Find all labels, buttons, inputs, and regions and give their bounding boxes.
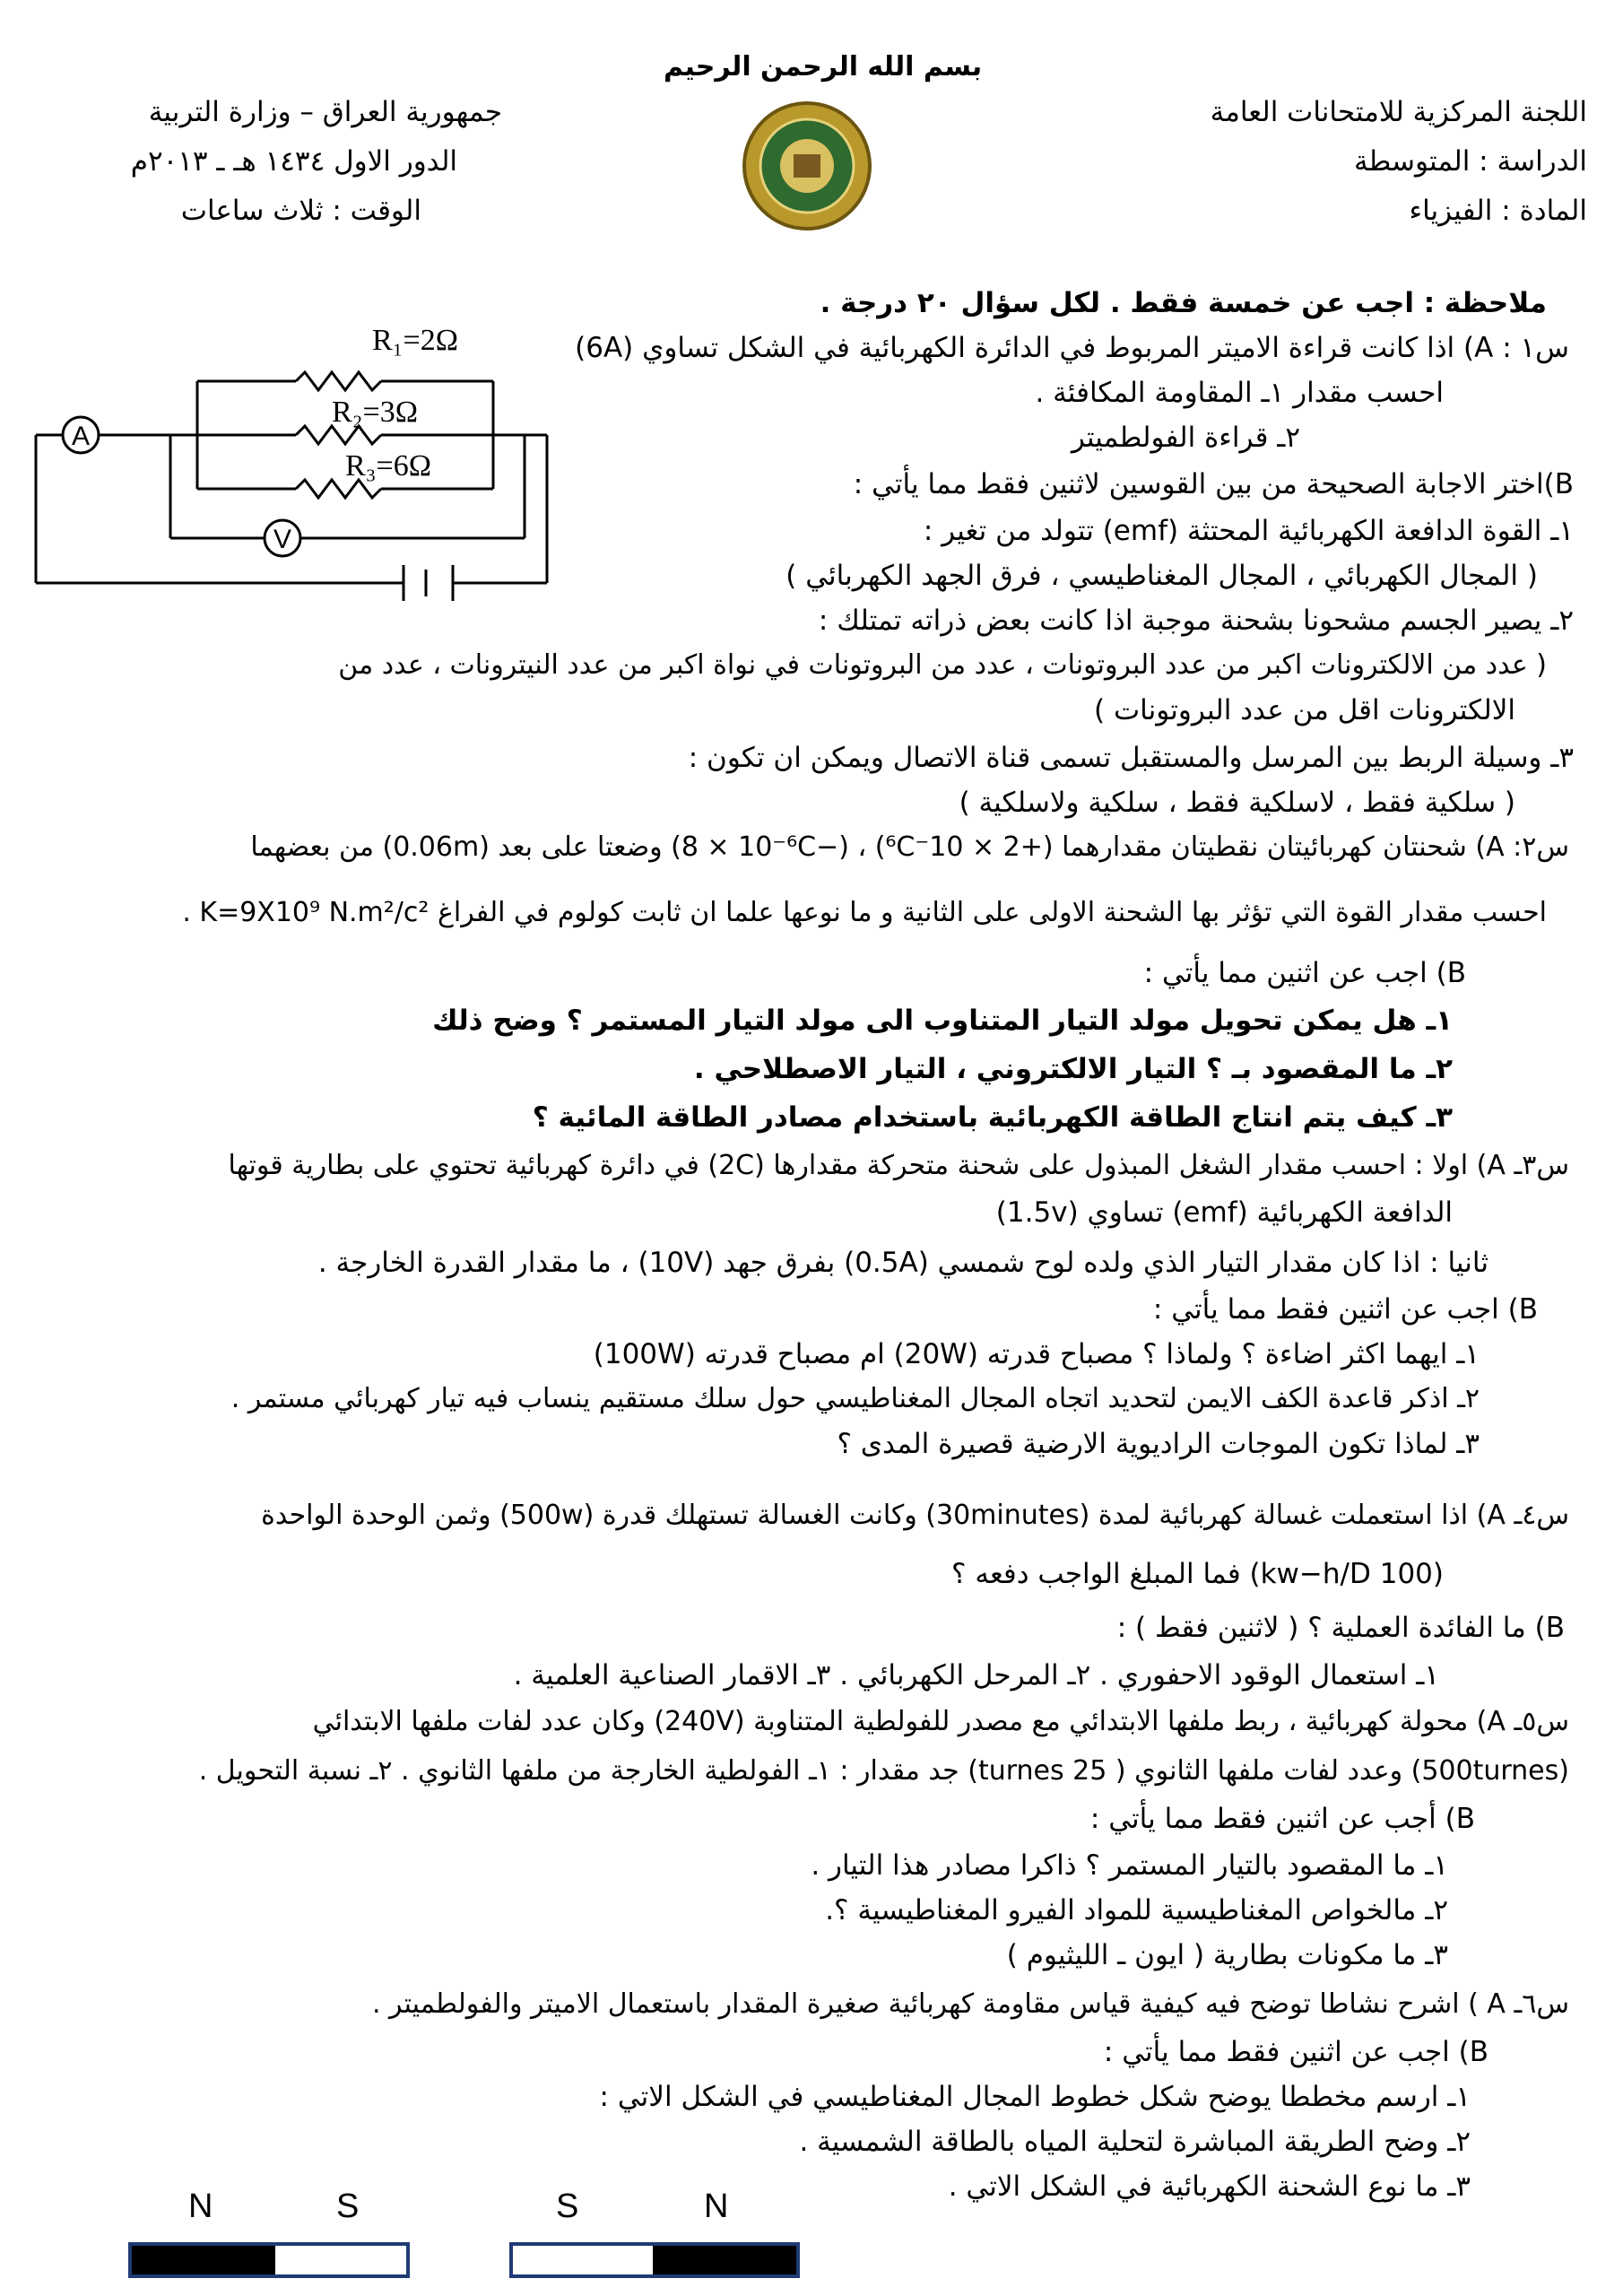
q6-b2: ٢ـ وضح الطريقة المباشرة لتحلية المياه بالطاقة الشمسية . (799, 2126, 1471, 2158)
q6-b-intro: B) اجب عن اثنين فقط مما يأتي : (1103, 2036, 1488, 2068)
q4-a-line2: (100 kw−h/D) فما المبلغ الواجب دفعه ؟ (951, 1558, 1444, 1590)
q1-b2-options-line2: الالكترونات اقل من عدد البروتونات ) (1094, 694, 1515, 726)
q1-b-intro: B)اختر الاجابة الصحيحة من بين القوسين لاثنين فقط مما يأتي : (853, 468, 1574, 500)
exam-note: ملاحظة : اجب عن خمسة فقط . لكل سؤال ٢٠ درجة . (820, 287, 1547, 319)
q4-a-line1: س٤ـ A) اذا استعملت غسالة كهربائية لمدة (30minutes) وكانت الغسالة تستهلك قدرة (500w) وثمن الوحدة الواحدة (261, 1500, 1569, 1531)
q2-a-line1: س٢: A) شحنتان كهربائيتان نقطيتان مقدارهما (+2 × 10⁻⁶C) ، (−8 × 10⁻⁶C) وضعتا على بعد (0.06m) من بعضهما (250, 831, 1569, 863)
magnet2-left-pole: S (556, 2188, 579, 2225)
q5-b-intro: B) أجب عن اثنين فقط مما يأتي : (1089, 1803, 1475, 1835)
q5-a-line1: س٥ـ A) محولة كهربائية ، ربط ملفها الابتدائي مع مصدر للفولطية المتناوبة (240V) وكان عدد لفات ملفها الابتدائي (312, 1706, 1569, 1737)
q6-a-line1: س٦ـ A ) اشرح نشاطا توضح فيه كيفية قياس مقاومة كهربائية صغيرة المقدار باستعمال الاميتر والفولطميتر . (371, 1988, 1569, 2020)
header-committee: اللجنة المركزية للامتحانات العامة (1210, 96, 1587, 128)
header-session: الدور الاول ١٤٣٤ هـ ـ ٢٠١٣م (130, 145, 457, 178)
header-study: الدراسة : المتوسطة (1353, 145, 1587, 178)
q4-b-intro: B) ما الفائدة العملية ؟ ( لاثنين فقط ) : (1116, 1612, 1565, 1644)
q1-a-line1: س١ : A) اذا كانت قراءة الاميتر المربوط في الدائرة الكهربائية في الشكل تساوي (6A) (575, 332, 1569, 364)
magnet1-right-pole: S (336, 2188, 360, 2225)
q2-b-intro: B) اجب عن اثنين مما يأتي : (1143, 957, 1466, 989)
q3-a-line3: ثانيا : اذا كان مقدار التيار الذي ولده لوح شمسي (0.5A) بفرق جهد (10V) ، ما مقدار القدرة الخارجة . (317, 1247, 1488, 1279)
magnet-1 (130, 2244, 408, 2276)
ministry-seal-logo (740, 99, 874, 233)
q1-a-line2: احسب مقدار ١ـ المقاومة المكافئة . (1035, 377, 1444, 409)
q2-b1: ١ـ هل يمكن تحويل مولد التيار المتناوب الى مولد التيار المستمر ؟ وضح ذلك (432, 1004, 1453, 1037)
header-ministry: جمهورية العراق – وزارة التربية (148, 96, 502, 128)
magnet1-left-pole: N (188, 2188, 213, 2225)
magnet-2 (511, 2244, 798, 2276)
q2-b3: ٣ـ كيف يتم انتاج الطاقة الكهربائية باستخدام مصادر الطاقة المائية ؟ (532, 1101, 1453, 1134)
q1-b2-options-line1: ( عدد من الالكترونات اكبر من عدد البروتونات ، عدد من البروتونات في نواة اكبر من عدد النيترونات ، عدد من (338, 649, 1547, 681)
q2-b2: ٢ـ ما المقصود بـ ؟ التيار الالكتروني ، التيار الاصطلاحي . (693, 1053, 1453, 1085)
q1-b3-options: ( سلكية فقط ، لاسلكية فقط ، سلكية ولاسلكية ) (959, 787, 1515, 819)
q1-b1: ١ـ القوة الدافعة الكهربائية المحتثة (emf) تتولد من تغير : (923, 515, 1574, 547)
r3-label: R₃=6Ω (345, 449, 431, 483)
r2-label: R₂=3Ω (332, 396, 418, 429)
q5-a-line2: (500turnes) وعدد لفات ملفها الثانوي ( 25 turnes) جد مقدار : ١ـ الفولطية الخارجة من ملفها الثانوي . ٢ـ نسبة التحويل . (198, 1755, 1569, 1787)
header-subject: المادة : الفيزياء (1409, 195, 1587, 227)
bar-magnets-figure (117, 2188, 834, 2278)
q5-b2: ٢ـ مالخواص المغناطيسية للمواد الفيرو المغناطيسية ؟. (825, 1894, 1448, 1926)
q1-b1-options: ( المجال الكهربائي ، المجال المغناطيسي ، فرق الجهد الكهربائي ) (785, 560, 1538, 592)
q2-a-line2: احسب مقدار القوة التي تؤثر بها الشحنة الاولى على الثانية و ما نوعها علما ان ثابت كولوم في الفراغ K=9X10⁹ N.m²/c² . (182, 897, 1547, 928)
q6-b3: ٣ـ ما نوع الشحنة الكهربائية في الشكل الاتي . (948, 2170, 1471, 2203)
q1-b2: ٢ـ يصير الجسم مشحونا بشحنة موجبة اذا كانت بعض ذراته تمتلك : (818, 604, 1574, 637)
q1-b3: ٣ـ وسيلة الربط بين المرسل والمستقبل تسمى قناة الاتصال ويمكن ان تكون : (688, 742, 1574, 774)
q4-b-options: ١ـ استعمال الوقود الاحفوري . ٢ـ المرحل الكهربائي . ٣ـ الاقمار الصناعية العلمية . (513, 1659, 1439, 1692)
ammeter-label: A (71, 422, 91, 451)
q3-b2: ٢ـ اذكر قاعدة الكف الايمن لتحديد اتجاه المجال المغناطيسي حول سلك مستقيم ينساب فيه تيار كهربائي مستمر . (230, 1383, 1480, 1414)
q6-b1: ١ـ ارسم مخططا يوضح شكل خطوط المجال المغناطيسي في الشكل الاتي : (599, 2081, 1471, 2113)
basmala: بسم الله الرحمن الرحيم (664, 51, 983, 83)
r1-label: R₁=2Ω (372, 324, 458, 357)
q3-a-line2: الدافعة الكهربائية (emf) تساوي (1.5v) (995, 1196, 1453, 1229)
q3-b3: ٣ـ لماذا تكون الموجات الراديوية الارضية قصيرة المدى ؟ (837, 1428, 1480, 1460)
q3-b1: ١ـ ايهما اكثر اضاءة ؟ ولماذا ؟ مصباح قدرته (20W) ام مصباح قدرته (100W) (593, 1338, 1480, 1370)
magnet2-right-pole: N (704, 2188, 729, 2225)
q3-a-line1: س٣ـ A) اولا : احسب مقدار الشغل المبذول على شحنة متحركة مقدارها (2C) في دائرة كهربائية تحتوي على بطارية قوتها (228, 1150, 1569, 1181)
q1-a-line3: ٢ـ قراءة الفولطميتر (1071, 422, 1300, 454)
q5-b3: ٣ـ ما مكونات بطارية ( ايون ـ الليثيوم ) (1006, 1939, 1448, 1971)
circuit-diagram (27, 323, 565, 628)
q3-b-intro: B) اجب عن اثنين فقط مما يأتي : (1152, 1293, 1538, 1326)
header-time: الوقت : ثلاث ساعات (180, 195, 421, 227)
voltmeter-label: V (273, 525, 292, 554)
q5-b1: ١ـ ما المقصود بالتيار المستمر ؟ ذاكرا مصادر هذا التيار . (811, 1849, 1448, 1882)
